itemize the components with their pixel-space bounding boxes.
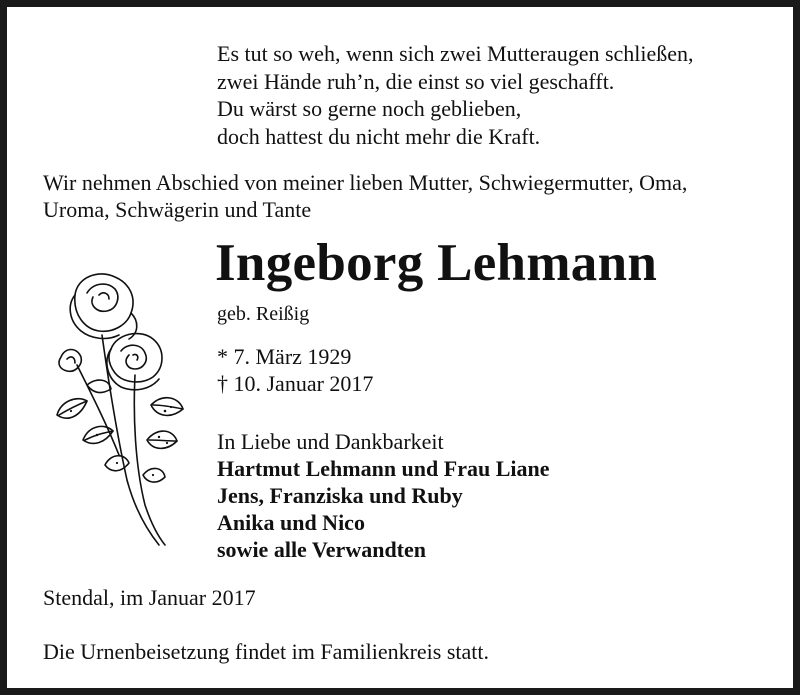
mourner-line: Anika und Nico	[217, 510, 365, 535]
rose-illustration-icon	[47, 265, 187, 555]
poem-line: Es tut so weh, wenn sich zwei Mutteraugen schließen,	[217, 41, 694, 66]
birth-date: * 7. März 1929	[217, 344, 352, 369]
birth-name: geb. Reißig	[217, 303, 310, 325]
intro-line: Wir nehmen Abschied von meiner lieben Mutter, Schwiegermutter, Oma,	[43, 170, 688, 195]
poem-line: doch hattest du nicht mehr die Kraft.	[217, 123, 541, 149]
farewell-intro	[43, 169, 687, 223]
mourner-line: sowie alle Verwandten	[217, 537, 426, 562]
death-date: † 10. Januar 2017	[217, 371, 374, 396]
place-date: Stendal, im Januar 2017	[43, 585, 256, 610]
mourners-intro: In Liebe und Dankbarkeit	[217, 429, 444, 454]
mourners-list	[217, 455, 550, 563]
poem-verse	[217, 40, 694, 150]
intro-line: Uroma, Schwägerin und Tante	[43, 197, 312, 222]
deceased-name: Ingeborg Lehmann	[215, 234, 658, 292]
burial-note: Die Urnenbeisetzung findet im Familienkreis statt.	[43, 639, 490, 664]
mourner-line: Hartmut Lehmann und Frau Liane	[217, 456, 550, 481]
mourner-line: Jens, Franziska und Ruby	[217, 483, 463, 508]
life-dates	[217, 343, 373, 397]
poem-line: zwei Hände ruh’n, die einst so viel geschafft.	[217, 68, 615, 94]
poem-line: Du wärst so gerne noch geblieben,	[217, 96, 522, 121]
